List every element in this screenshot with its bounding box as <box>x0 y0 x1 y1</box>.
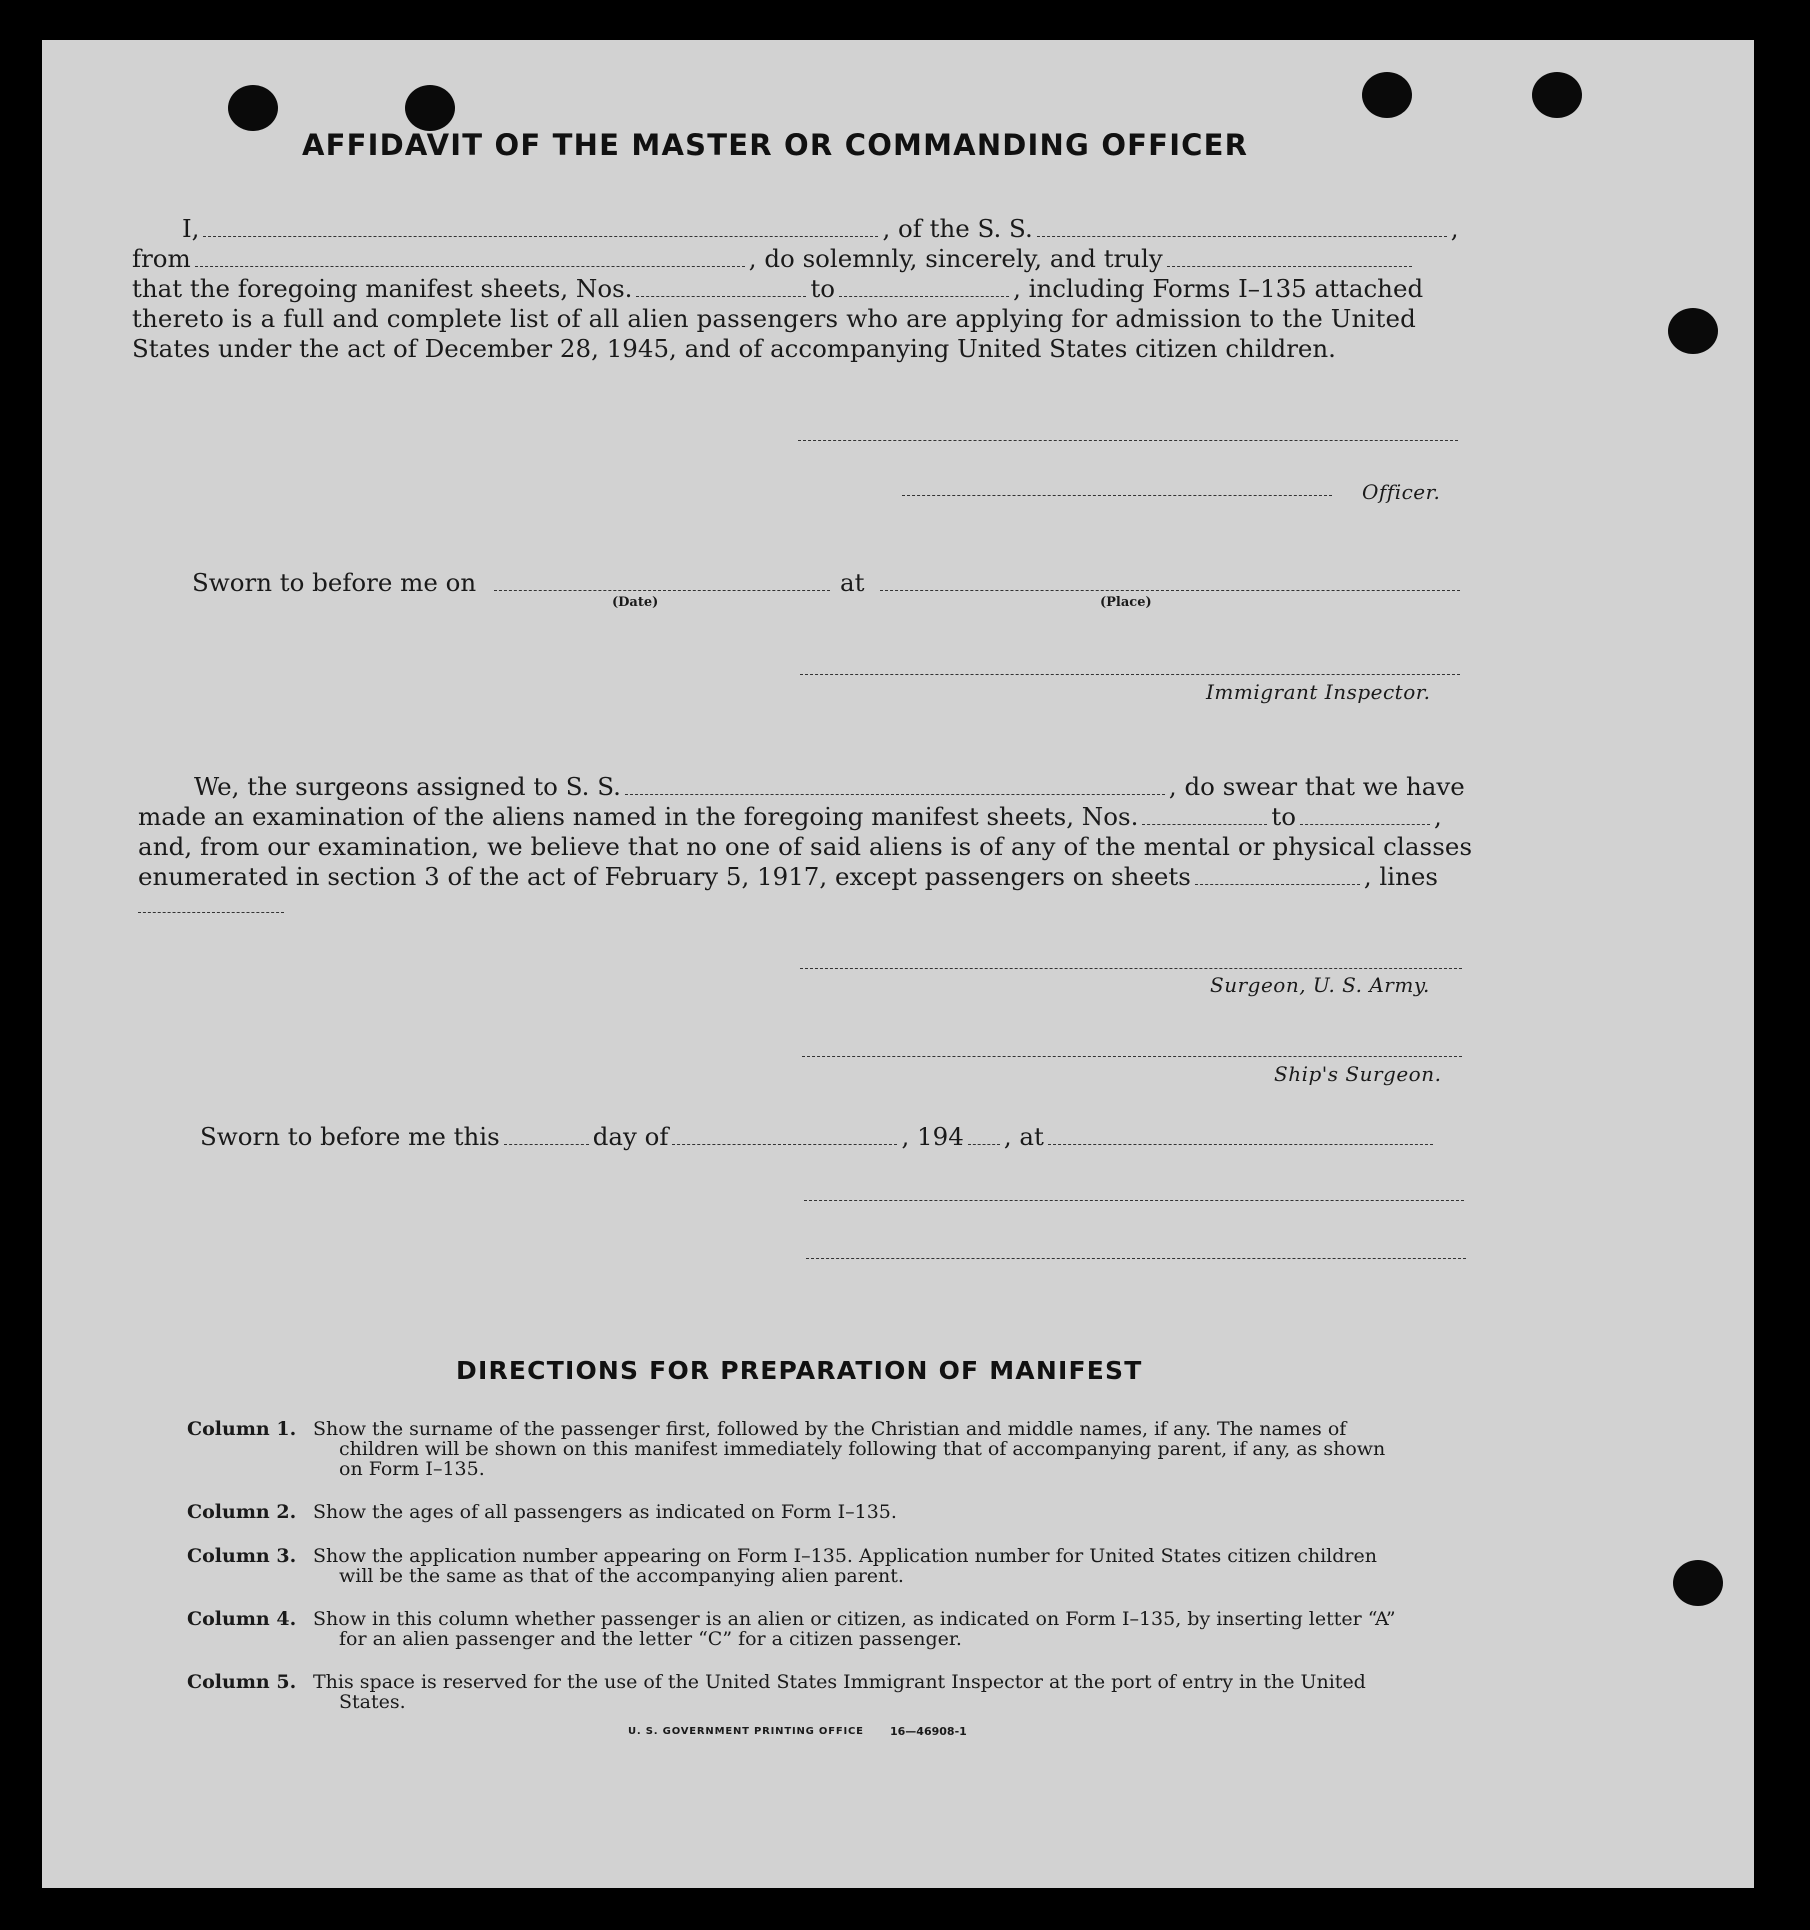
from-port-field[interactable] <box>195 266 745 267</box>
direction-text: for an alien passenger and the letter “C” for a citizen passenger. <box>339 1628 962 1650</box>
army-surgeon-signature-line[interactable] <box>800 968 1462 969</box>
ship-surgeon-label: Ship's Surgeon. <box>1274 1062 1442 1086</box>
direction-text: Show the application number appearing on Form I–135. Application number for United States citizen children <box>313 1545 1377 1567</box>
punch-hole <box>1532 72 1582 118</box>
direction-label: Column 5. <box>187 1671 297 1693</box>
affidavit-line-4: thereto is a full and complete list of all alien passengers who are applying for admission to the United <box>132 304 1416 333</box>
master-name-field[interactable] <box>203 236 878 237</box>
printing-office: U. S. GOVERNMENT PRINTING OFFICE <box>628 1726 864 1737</box>
direction-column-2 <box>187 1502 1512 1524</box>
surgeon-sheet-from-field[interactable] <box>1142 824 1267 825</box>
inspector-label: Immigrant Inspector. <box>1206 680 1431 704</box>
direction-text: States. <box>339 1691 406 1713</box>
direction-text: on Form I–135. <box>339 1458 485 1480</box>
surgeon-ship-field[interactable] <box>625 794 1165 795</box>
directions-title: DIRECTIONS FOR PREPARATION OF MANIFEST <box>456 1356 1143 1385</box>
affidavit-solemnly: , do solemnly, sincerely, and truly <box>748 244 1163 273</box>
day-field[interactable] <box>504 1144 589 1145</box>
direction-label: Column 3. <box>187 1545 297 1567</box>
direction-column-1 <box>187 1419 1512 1481</box>
year-field[interactable] <box>968 1144 1000 1145</box>
sworn-this-day-line <box>200 1122 1437 1152</box>
direction-text: Show the ages of all passengers as indicated on Form I–135. <box>313 1501 897 1523</box>
surgeons-to: to <box>1271 802 1296 831</box>
direction-text: will be the same as that of the accompanying alien parent. <box>339 1565 904 1587</box>
officer-signature-line[interactable] <box>902 495 1332 496</box>
place-caption: (Place) <box>1100 595 1152 610</box>
oath-field[interactable] <box>1167 266 1412 267</box>
affidavit-from: from <box>132 244 191 273</box>
month-field[interactable] <box>672 1144 897 1145</box>
sworn-place-field-2[interactable] <box>1048 1144 1433 1145</box>
master-signature-line[interactable] <box>798 440 1458 441</box>
punch-hole <box>1668 308 1718 354</box>
affidavit-paragraph <box>132 214 1472 364</box>
affidavit-of-ss: , of the S. S. <box>882 214 1033 243</box>
signature-line-1[interactable] <box>804 1200 1464 1201</box>
punch-hole <box>1362 72 1412 118</box>
surgeon-sheet-to-field[interactable] <box>1300 824 1430 825</box>
surgeons-paragraph <box>138 772 1478 892</box>
surgeons-lines: , lines <box>1363 862 1438 891</box>
comma: , <box>1450 214 1459 243</box>
affidavit-to: to <box>810 274 836 303</box>
except-lines-field[interactable] <box>138 912 284 913</box>
army-surgeon-label: Surgeon, U. S. Army. <box>1210 973 1430 997</box>
surgeons-swear: , do swear that we have <box>1168 772 1465 801</box>
direction-text: Show in this column whether passenger is an alien or citizen, as indicated on Form I–135, by inserting letter “A” <box>313 1608 1396 1630</box>
form-sheet <box>42 40 1754 1888</box>
date-caption: (Date) <box>612 595 659 610</box>
direction-column-4 <box>187 1609 1512 1651</box>
affidavit-forms: , including Forms I–135 attached <box>1013 274 1424 303</box>
surgeons-line-3: and, from our examination, we believe that no one of said aliens is of any of the mental or physical classes <box>138 832 1473 861</box>
sheet-from-field[interactable] <box>636 296 806 297</box>
form-code: 16—46908-1 <box>890 1725 967 1738</box>
surgeons-assigned: We, the surgeons assigned to S. S. <box>194 772 621 801</box>
direction-text: This space is reserved for the use of the United States Immigrant Inspector at the port of entry in the United <box>313 1671 1366 1693</box>
direction-column-3 <box>187 1546 1512 1588</box>
direction-text: Show the surname of the passenger first, followed by the Christian and middle names, if any. The names of <box>313 1418 1347 1440</box>
punch-hole <box>405 85 455 131</box>
direction-label: Column 2. <box>187 1501 297 1523</box>
day-of: day of <box>592 1122 669 1151</box>
ship-surgeon-signature-line[interactable] <box>802 1056 1462 1057</box>
direction-label: Column 1. <box>187 1418 297 1440</box>
comma: , <box>1433 802 1442 831</box>
sworn-place-field[interactable] <box>880 590 1460 591</box>
sworn-at: at <box>840 568 865 597</box>
affidavit-sheets: that the foregoing manifest sheets, Nos. <box>132 274 633 303</box>
affidavit-i: I, <box>182 214 200 243</box>
sheet-to-field[interactable] <box>839 296 1009 297</box>
sworn-this: Sworn to before me this <box>200 1122 500 1151</box>
page-title: AFFIDAVIT OF THE MASTER OR COMMANDING OFFICER <box>302 128 1249 162</box>
officer-label: Officer. <box>1362 480 1441 504</box>
punch-hole <box>1673 1560 1723 1606</box>
sworn-at-2: , at <box>1003 1122 1044 1151</box>
except-sheets-field[interactable] <box>1195 884 1360 885</box>
surgeons-enumerated: enumerated in section 3 of the act of February 5, 1917, except passengers on sheets <box>138 862 1191 891</box>
punch-hole <box>228 85 278 131</box>
direction-column-5 <box>187 1672 1512 1714</box>
direction-label: Column 4. <box>187 1608 297 1630</box>
sworn-before-date: Sworn to before me on <box>192 568 477 597</box>
signature-line-2[interactable] <box>806 1258 1466 1259</box>
inspector-signature-line[interactable] <box>800 674 1460 675</box>
surgeons-examination: made an examination of the aliens named in the foregoing manifest sheets, Nos. <box>138 802 1139 831</box>
sworn-date-field[interactable] <box>494 590 830 591</box>
affidavit-line-5: States under the act of December 28, 1945, and of accompanying United States citizen children. <box>132 334 1336 363</box>
year-prefix: , 194 <box>901 1122 964 1151</box>
direction-text: children will be shown on this manifest immediately following that of accompanying parent, if any, as shown <box>339 1438 1386 1460</box>
ship-name-field[interactable] <box>1037 236 1447 237</box>
